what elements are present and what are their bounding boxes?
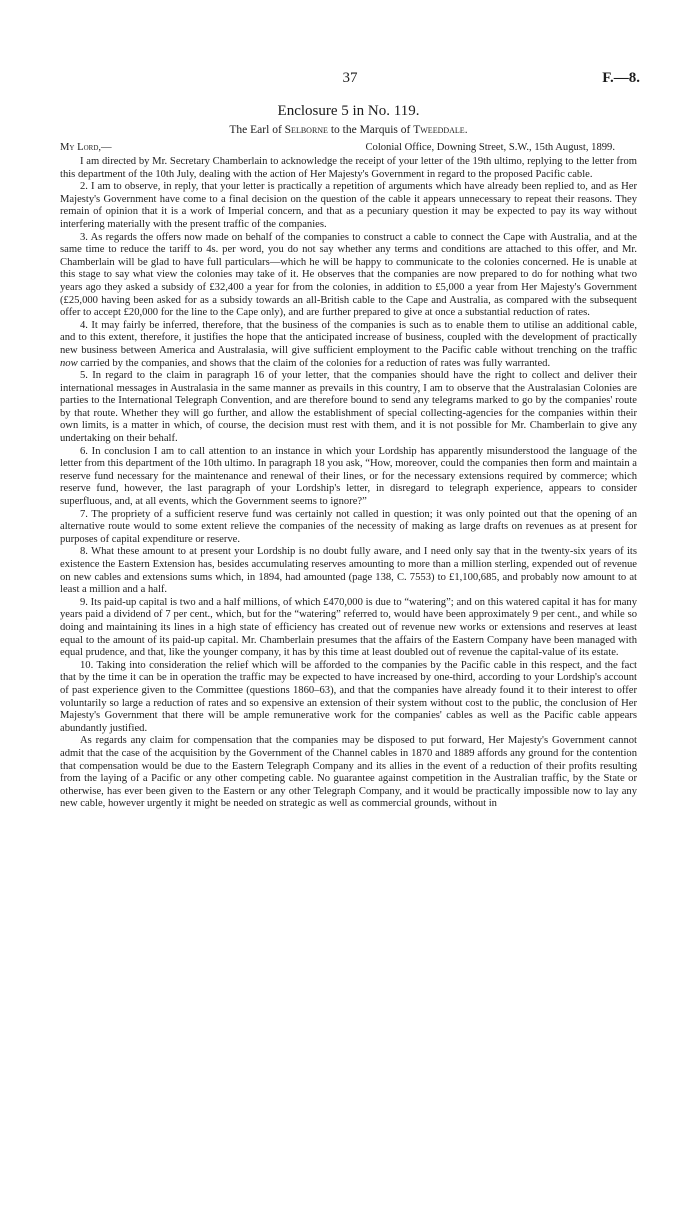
- paragraph-5: 5. In regard to the claim in paragraph 16 of your letter, that the companies should have the right to collect and deliver their international messages in Australasia in the same manner as prevails in this country, I am to observe that the Australasian Colonies are parties to the International Telegraph Convention, and are therefore bound to send any telegrams marked to go by the companies' route by that route. Whether they will go further, and allow the establishment of special collecting-agencies for the companies within their own limits, is a matter in which, of course, the decision must rest with them, and it is not possible for Mr. Chamberlain to give any undertaking on their behalf.: [60, 370, 637, 445]
- paragraph-7: 7. The propriety of a sufficient reserve fund was certainly not called in question; it was only pointed out that the opening of an alternative route would to some extent relieve the companies of the necessity of making as large drafts on revenues as at present for purposes of capital expenditure or reserve.: [60, 508, 637, 545]
- emphasis-now: now: [60, 357, 78, 369]
- paragraph-6: 6. In conclusion I am to call attention to an instance in which your Lordship has apparently misunderstood the language of the letter from this department of the 10th ultimo. In paragraph 18 you ask, “How, moreover, could the companies then form and maintain a reserve fund necessary for the maintenance and renewal of their lines, or for the necessary extensions required by commerce; which reserve fund, however, the last paragraph of your Lordship's letter, in disregard to telegraph experience, appears to consider superfluous, and, at all events, which the Government seems to ignore?”: [60, 445, 637, 508]
- recipient-name: Tweeddale.: [413, 124, 468, 136]
- page-header: [60, 70, 640, 90]
- paragraph-2: 2. I am to observe, in reply, that your letter is practically a repetition of arguments which have already been replied to, and as Her Majesty's Government have come to a final decision on the question of the cable it appears unnecessary to repeat their reasons. They remain of opinion that it is a work of Imperial concern, and that as a pecuniary question it may be expected to pay its way without interfering materially with the present traffic of the companies.: [60, 181, 637, 230]
- salutation-row: [60, 142, 637, 155]
- paragraph-8: 8. What these amount to at present your Lordship is no doubt fully aware, and I need only say that in the twenty-six years of its existence the Eastern Extension has, besides accumulating reserves amounting to more than a million sterling, expended out of revenue on new cables and extensions sums which, in 1894, had amounted (page 138, C. 7553) to £1,100,685, and probably now amount to at least a million and a half.: [60, 546, 637, 596]
- letter-subtitle: [60, 123, 637, 138]
- paragraph-9: 9. Its paid-up capital is two and a half millions, of which £470,000 is due to “watering”; and on this watered capital it has for many years paid a dividend of 7 per cent., which, but for the “watering” referred to, would have been approximately 9 per cent., and while so doing and maintaining its lines in a high state of efficiency has created out of revenue new works or extensions and reserves at least equal to the amount of its paid-up capital. Mr. Chamberlain presumes that the affairs of the Eastern Company have been managed with equal prudence, and that, like the younger company, it has by this time at least doubled out of revenue the capital-value of its estate.: [60, 596, 637, 659]
- enclosure-title: Enclosure 5 in No. 119.: [277, 103, 420, 119]
- dateline: Colonial Office, Downing Street, S.W., 15th August, 1899.: [365, 142, 615, 153]
- subtitle-connector: to the Marquis of: [330, 124, 411, 136]
- paragraph-1: I am directed by Mr. Secretary Chamberlain to acknowledge the receipt of your letter of the 19th ultimo, replying to the letter from this department of the 10th July, dealing with the action of Her Majesty's Government in regard to the proposed Pacific cable.: [60, 156, 637, 180]
- salutation: My Lord,—: [60, 142, 112, 153]
- paragraph-3: 3. As regards the offers now made on behalf of the companies to construct a cable to connect the Cape with Australia, and at the same time to reduce the tariff to 4s. per word, you do not say whether any terms and conditions are attached to this offer, and Mr. Chamberlain will be glad to have full particulars—which he will be happy to communicate to the colonies concerned. He is unable at this stage to say what view the colonies may take of it. He observes that the companies are now prepared to do for nothing what two years ago they asked a subsidy of £32,400 a year for from the colonies, in addition to £5,000 a year from Her Majesty's Government (£25,000 having been asked for as a subsidy towards an all-British cable to the Cape and Australia, as compared with the subsequent offer to accept £20,000 for the line to the Cape only), and are further prepared to give at once a substantial reduction of rates.: [60, 231, 637, 319]
- subtitle-prefix: The Earl of: [229, 124, 282, 136]
- paragraph-4: 4. It may fairly be inferred, therefore, that the business of the companies is such as to enable them to utilise an additional cable, and to this extent, therefore, it justifies the hope that the anticipated increase of business, coupled with the development of practically new business between America and Australasia, will give sufficient employment to the Pacific cable without trenching on the traffic now carried by the companies, and shows that the claim of the colonies for a reduction of rates was fully warranted.: [60, 319, 637, 369]
- page-reference: F.—8.: [602, 70, 640, 86]
- paragraph-compensation: As regards any claim for compensation that the companies may be disposed to put forward, Her Majesty's Government cannot admit that the case of the acquisition by the Government of the Channel cables in 1870 and 1889 affords any ground for the contention that compensation would be due to the Eastern Telegraph Company and its allies in the event of a reduction of their profits resulting from the laying of a Pacific or any other competing cable. No guarantee against competition in the Australian traffic, by the State or otherwise, has ever been given to the Eastern or any other Telegraph Company, and it would be practically impossible now to lay any new cable, however urgently it might be needed on strategic as well as commercial grounds, without in: [60, 735, 637, 810]
- sender-name: Selborne: [284, 124, 328, 136]
- letter-body: [60, 100, 637, 811]
- paragraph-10: 10. Taking into consideration the relief which will be afforded to the companies by the Pacific cable in this respect, and the fact that by the time it can be in operation the traffic may be expected to have increased by one-third, according to your Lordship's account of past experience given to the Committee (questions 1860–63), and that the companies have already found it to their interest to offer voluntarily so large a reduction of rates and so expensive an extension of their system without cost to the public, the conclusion of Her Majesty's Government that there will be ample remunerative work for the companies' cables as well as the Pacific cable appears abundantly justified.: [60, 659, 637, 734]
- page-number: 37: [342, 70, 358, 86]
